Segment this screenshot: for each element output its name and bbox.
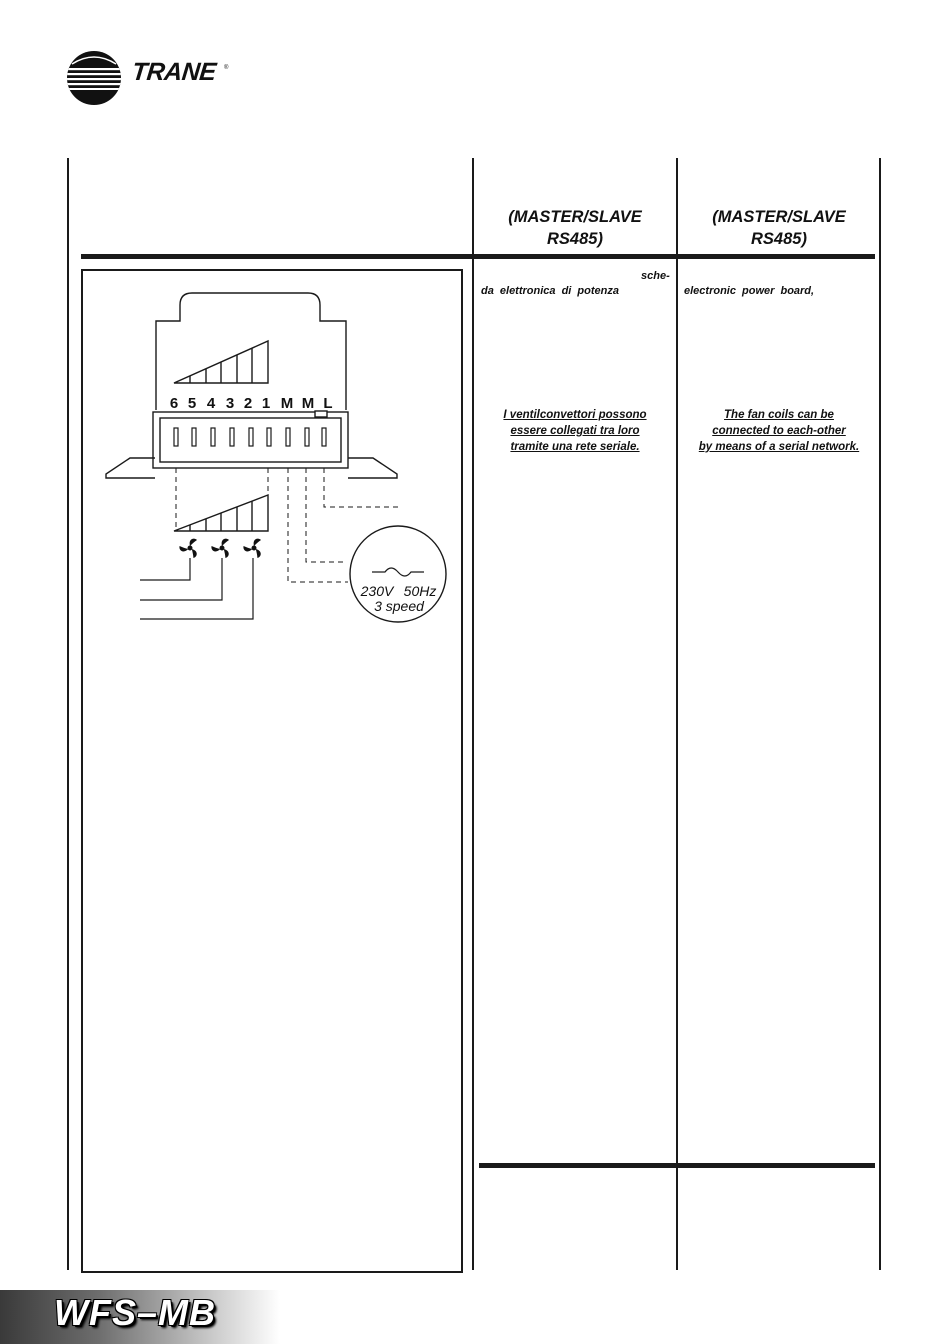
connector-housing (156, 293, 346, 410)
ac-symbol-icon (372, 568, 424, 576)
motor-symbol (350, 526, 446, 622)
italian-note-line2: essere collegati tra loro (510, 425, 640, 437)
terminal-label: L (323, 395, 333, 412)
english-text-line1: electronic power board, (684, 285, 815, 297)
terminal-label: 3 (225, 395, 235, 412)
terminal-label: M (301, 395, 315, 412)
english-note-line1: The fan coils can be (724, 409, 834, 421)
fan-icon (210, 539, 230, 559)
terminal-label: 1 (261, 395, 271, 412)
fan-icon (242, 539, 262, 559)
terminal-block (153, 412, 348, 468)
terminal-label: 6 (169, 395, 179, 412)
brand-name: TRANE (130, 58, 218, 86)
fan-icon (178, 539, 198, 559)
motor-frequency: 50Hz (403, 583, 437, 599)
italian-note-line3: tramite una rete seriale. (510, 441, 640, 453)
italian-heading-line1: (MASTER/SLAVE (508, 208, 642, 226)
terminal-label: 5 (187, 395, 197, 412)
left-mounting-wing (106, 458, 155, 478)
terminal-pins (174, 428, 326, 446)
english-heading-line1: (MASTER/SLAVE (712, 208, 846, 226)
terminal-label: 2 (243, 395, 253, 412)
english-note-line2: connected to each-other (712, 425, 846, 437)
italian-text-line2: da elettronica di potenza (481, 285, 619, 297)
motor-speed: 3 speed (374, 598, 424, 614)
italian-heading-line2: RS485) (547, 230, 603, 248)
brand-trademark: ® (224, 65, 229, 71)
english-heading-line2: RS485) (751, 230, 807, 248)
english-note-line3: by means of a serial network. (698, 441, 860, 453)
italian-text-line1: sche- (641, 270, 670, 282)
motor-voltage: 230V (360, 583, 394, 599)
dashed-wires (176, 468, 398, 582)
fan-wires (140, 558, 253, 619)
fan-icons (178, 539, 262, 559)
terminal-label: M (280, 395, 294, 412)
terminal-block-inner (160, 418, 341, 462)
terminal-label: 4 (206, 395, 216, 412)
right-mounting-wing (348, 458, 397, 478)
italian-note-line1: I ventilconvettori possono (503, 409, 647, 421)
model-label: WFS–MB (54, 1292, 216, 1333)
